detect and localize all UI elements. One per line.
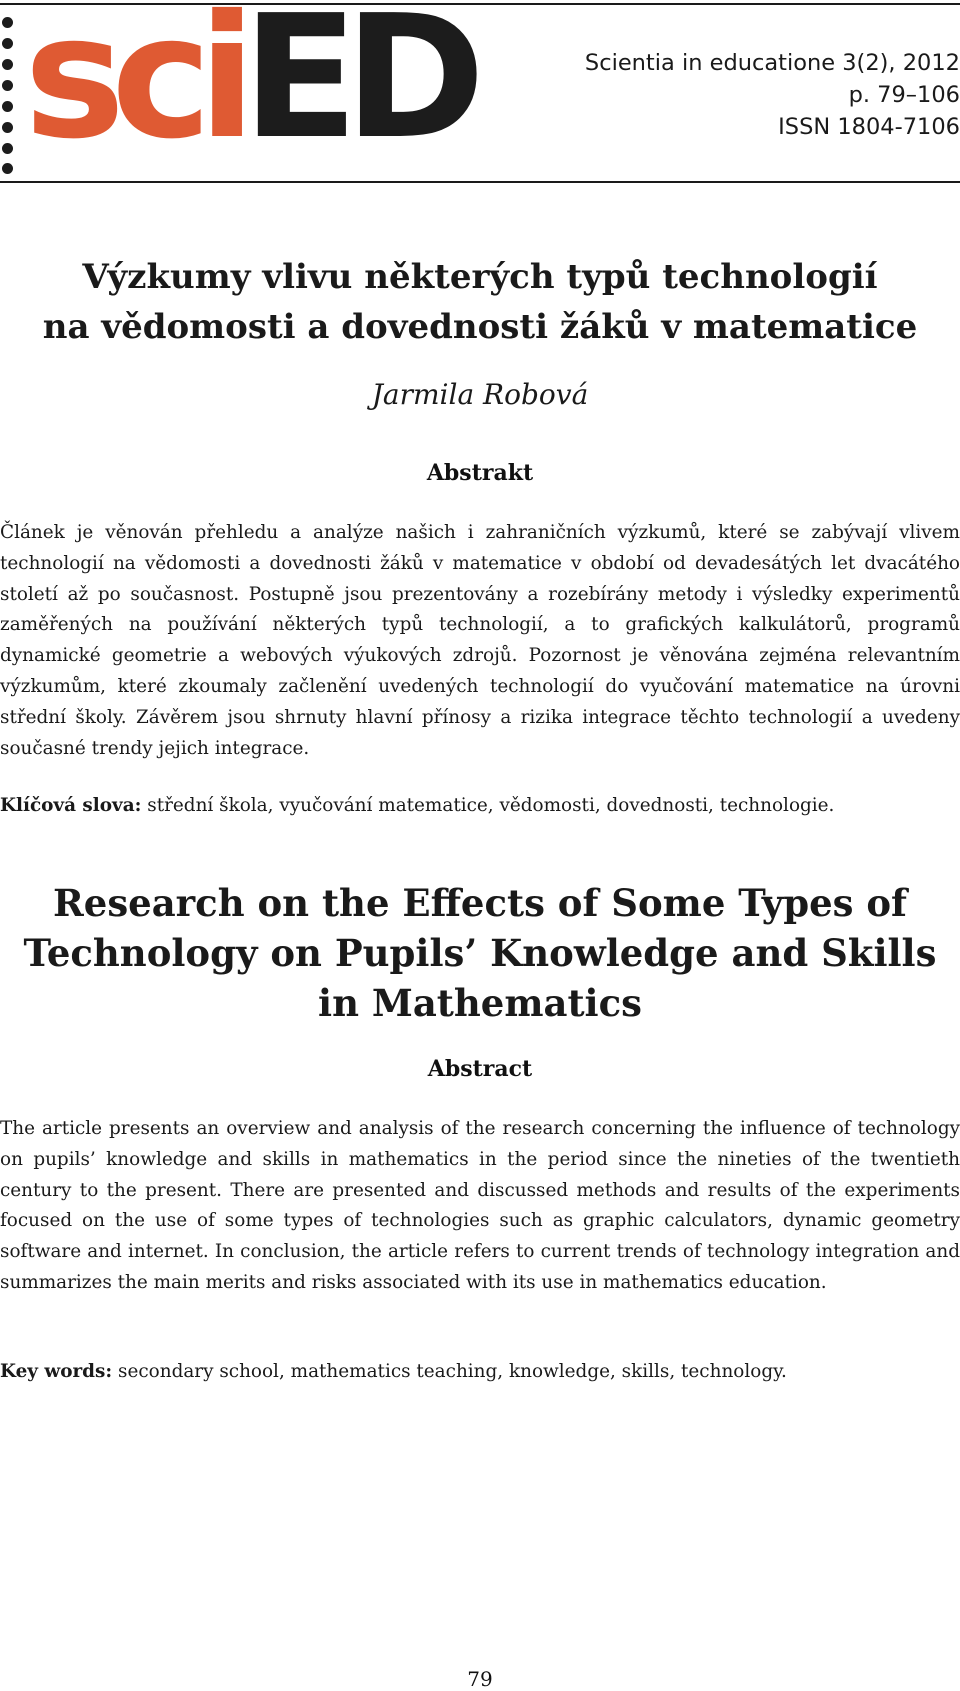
czech-keywords bbox=[0, 791, 960, 822]
page-number: 79 bbox=[467, 1667, 493, 1691]
logo-wordmark bbox=[24, 0, 472, 177]
scied-logo bbox=[0, 0, 472, 177]
english-keywords-text: secondary school, mathematics teaching, knowledge, skills, technology. bbox=[118, 1361, 787, 1382]
journal-info bbox=[585, 47, 960, 143]
english-abstract-heading: Abstract bbox=[427, 1056, 533, 1082]
author-name: Jarmila Robová bbox=[371, 378, 589, 411]
czech-abstract-text: Článek je věnován přehledu a analýze našich i zahraničních výzkumů, které se zabývají vlivem technologií na vědomosti a dovednosti žáků v matematice v období od devadesátých let dvacátého století až po současnost. Postupně jsou prezentovány a rozebírány metody i výsledky experimentů zaměřených na používání některých typů technologií, a to grafických kalkulátorů, programů dynamické geometrie a webových výukových zdrojů. Pozornost je věnována zejména relevantním výzkumům, které zkoumaly začlenění uvedených technologií do vyučování matematice na úrovni střední školy. Závěrem jsou shrnuty hlavní přínosy a rizika integrace těchto technologií a uvedeny současné trendy jejich integrace. bbox=[0, 522, 960, 759]
logo-ed: ED bbox=[242, 0, 472, 177]
header-rule bbox=[0, 181, 960, 183]
czech-title-line-2: na vědomosti a dovednosti žáků v matematice bbox=[42, 307, 918, 347]
logo-dots bbox=[0, 15, 14, 175]
english-keywords-label: Key words: bbox=[0, 1361, 113, 1382]
english-title-line-3: in Mathematics bbox=[318, 981, 642, 1025]
issn: ISSN 1804-7106 bbox=[778, 114, 960, 140]
english-keywords bbox=[0, 1357, 960, 1388]
english-title-line-1: Research on the Effects of Some Types of bbox=[53, 881, 907, 925]
logo-sci: sci bbox=[24, 0, 243, 177]
czech-abstract-heading: Abstrakt bbox=[426, 460, 534, 486]
czech-keywords-text: střední škola, vyučování matematice, vědomosti, dovednosti, technologie. bbox=[147, 795, 835, 816]
english-abstract-text: The article presents an overview and analysis of the research concerning the influence of technology on pupils’ knowledge and skills in mathematics in the period since the nineties of the twentieth century to the present. There are presented and discussed methods and results of the experiments focused on the use of some types of technologies such as graphic calculators, dynamic geometry software and internet. In conclusion, the article refers to current trends of technology integration and summarizes the main merits and risks associated with its use in mathematics education. bbox=[0, 1118, 960, 1293]
czech-title-line-1: Výzkumy vlivu některých typů technologií bbox=[82, 257, 878, 297]
journal-citation: Scientia in educatione 3(2), 2012 bbox=[584, 50, 960, 76]
english-title bbox=[0, 878, 960, 1028]
page-range: p. 79–106 bbox=[848, 82, 960, 108]
czech-title bbox=[0, 252, 960, 352]
czech-keywords-label: Klíčová slova: bbox=[0, 795, 142, 816]
english-title-line-2: Technology on Pupils’ Knowledge and Skills bbox=[23, 931, 937, 975]
